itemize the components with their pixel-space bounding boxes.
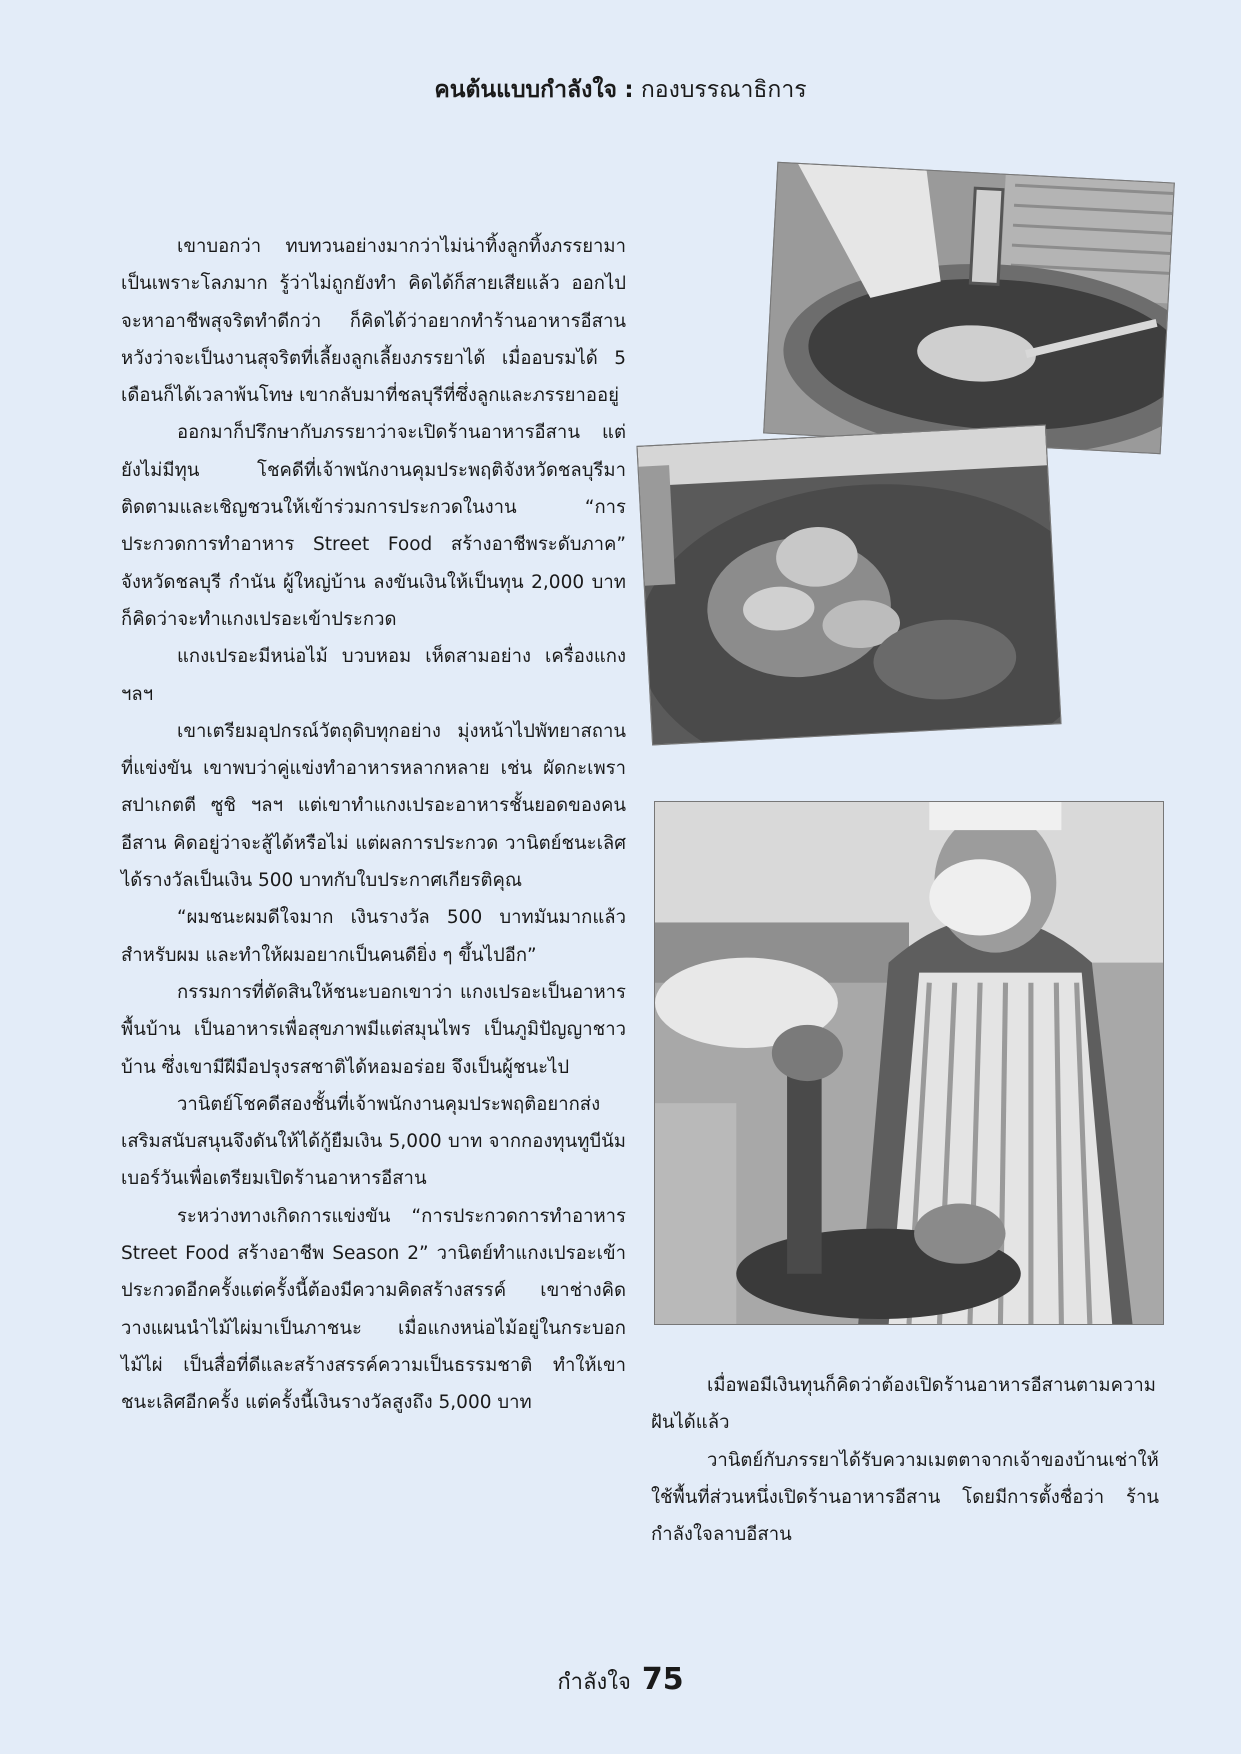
paragraph: วานิตย์โชคดีสองชั้นที่เจ้าพนักงานคุมประพฤติอยากส่งเสริมสนับสนุนจึงดันให้ได้กู้ยืมเงิน 5,000 บาท จากกองทุนทูบีนัมเบอร์วันเพื่อเตรียมเปิดร้านอาหารอีสาน	[121, 1093, 626, 1190]
header-separator: :	[624, 77, 634, 103]
page-footer	[0, 1662, 1241, 1699]
page-header	[0, 72, 1241, 108]
photo-soup-pot-ladle	[763, 162, 1175, 454]
page-number: 75	[641, 1662, 684, 1697]
paragraph: เขาเตรียมอุปกรณ์วัตถุดิบทุกอย่าง มุ่งหน้าไปพัทยาสถานที่แข่งขัน เขาพบว่าคู่แข่งทำอาหารหลากหลาย เช่น ผัดกะเพรา สปาเกตตี ซูชิ ฯลฯ แต่เขาทำแกงเปรอะอาหารชั้นยอดของคนอีสาน คิดอยู่ว่าจะสู้ได้หรือไม่ แต่ผลการประกวด วานิตย์ชนะเลิศ ได้รางวัลเป็นเงิน 500 บาทกับใบประกาศเกียรติคุณ	[121, 720, 626, 892]
article-right-column	[651, 1367, 1159, 1553]
header-author: กองบรรณาธิการ	[640, 77, 807, 103]
quote-paragraph: “ผมชนะผมดีใจมาก เงินรางวัล 500 บาทมันมากแล้วสำหรับผม และทำให้ผมอยากเป็นคนดียิ่ง ๆ ขึ้นไปอีก”	[121, 907, 626, 966]
paragraph: ออกมาก็ปรึกษากับภรรยาว่าจะเปิดร้านอาหารอีสาน แต่ยังไม่มีทุน โชคดีที่เจ้าพนักงานคุมประพฤติจังหวัดชลบุรีมาติดตามและเชิญชวนให้เข้าร่วมการประกวดในงาน “การประกวดการทำอาหาร Street Food สร้างอาชีพระดับภาค” จังหวัดชลบุรี กำนัน ผู้ใหญ่บ้าน ลงขันเงินให้เป็นทุน 2,000 บาท ก็คิดว่าจะทำแกงเปรอะเข้าประกวด	[121, 422, 626, 630]
magazine-name: กำลังใจ	[557, 1670, 631, 1695]
photo-cook-with-mortar	[654, 801, 1164, 1325]
paragraph: เขาบอกว่า ทบทวนอย่างมากว่าไม่น่าทิ้งลูกทิ้งภรรยามา เป็นเพราะโลภมาก รู้ว่าไม่ถูกยังทำ คิดได้ก็สายเสียแล้ว ออกไปจะหาอาชีพสุจริตทำดีกว่า ก็คิดได้ว่าอยากทำร้านอาหารอีสาน หวังว่าจะเป็นงานสุจริตที่เลี้ยงลูกเลี้ยงภรรยาได้ เมื่ออบรมได้ 5 เดือนก็ได้เวลาพ้นโทษ เขากลับมาที่ชลบุรีที่ซึ่งลูกและภรรยาออยู่	[121, 236, 626, 407]
paragraph: เมื่อพอมีเงินทุนก็คิดว่าต้องเปิดร้านอาหารอีสานตามความฝันได้แล้ว	[651, 1375, 1156, 1434]
article-left-column	[121, 228, 626, 1422]
photo-curry-ladle	[636, 424, 1061, 745]
paragraph: กรรมการที่ตัดสินให้ชนะบอกเขาว่า แกงเปรอะเป็นอาหารพื้นบ้าน เป็นอาหารเพื่อสุขภาพมีแต่สมุนไพร เป็นภูมิปัญญาชาวบ้าน ซึ่งเขามีฝีมือปรุงรสชาติได้หอมอร่อย จึงเป็นผู้ชนะไป	[121, 981, 626, 1078]
section-title: คนต้นแบบกำลังใจ	[434, 77, 618, 103]
paragraph: วานิตย์กับภรรยาได้รับความเมตตาจากเจ้าของบ้านเช่าให้ใช้พื้นที่ส่วนหนึ่งเปิดร้านอาหารอีสาน โดยมีการตั้งชื่อว่า ร้านกำลังใจลาบอีสาน	[651, 1449, 1159, 1546]
paragraph: แกงเปรอะมีหน่อไม้ บวบหอม เห็ดสามอย่าง เครื่องแกง ฯลฯ	[121, 646, 626, 705]
paragraph: ระหว่างทางเกิดการแข่งขัน “การประกวดการทำอาหาร Street Food สร้างอาชีพ Season 2” วานิตย์ทำแกงเปรอะเข้าประกวดอีกครั้งแต่ครั้งนี้ต้องมีความคิดสร้างสรรค์ เขาช่างคิดวางแผนนำไม้ไผ่มาเป็นภาชนะ เมื่อแกงหน่อไม้อยู่ในกระบอกไม้ไผ่ เป็นสื่อที่ดีและสร้างสรรค์ความเป็นธรรมชาติ ทำให้เขาชนะเลิศอีกครั้ง แต่ครั้งนี้เงินรางวัลสูงถึง 5,000 บาท	[121, 1205, 626, 1414]
